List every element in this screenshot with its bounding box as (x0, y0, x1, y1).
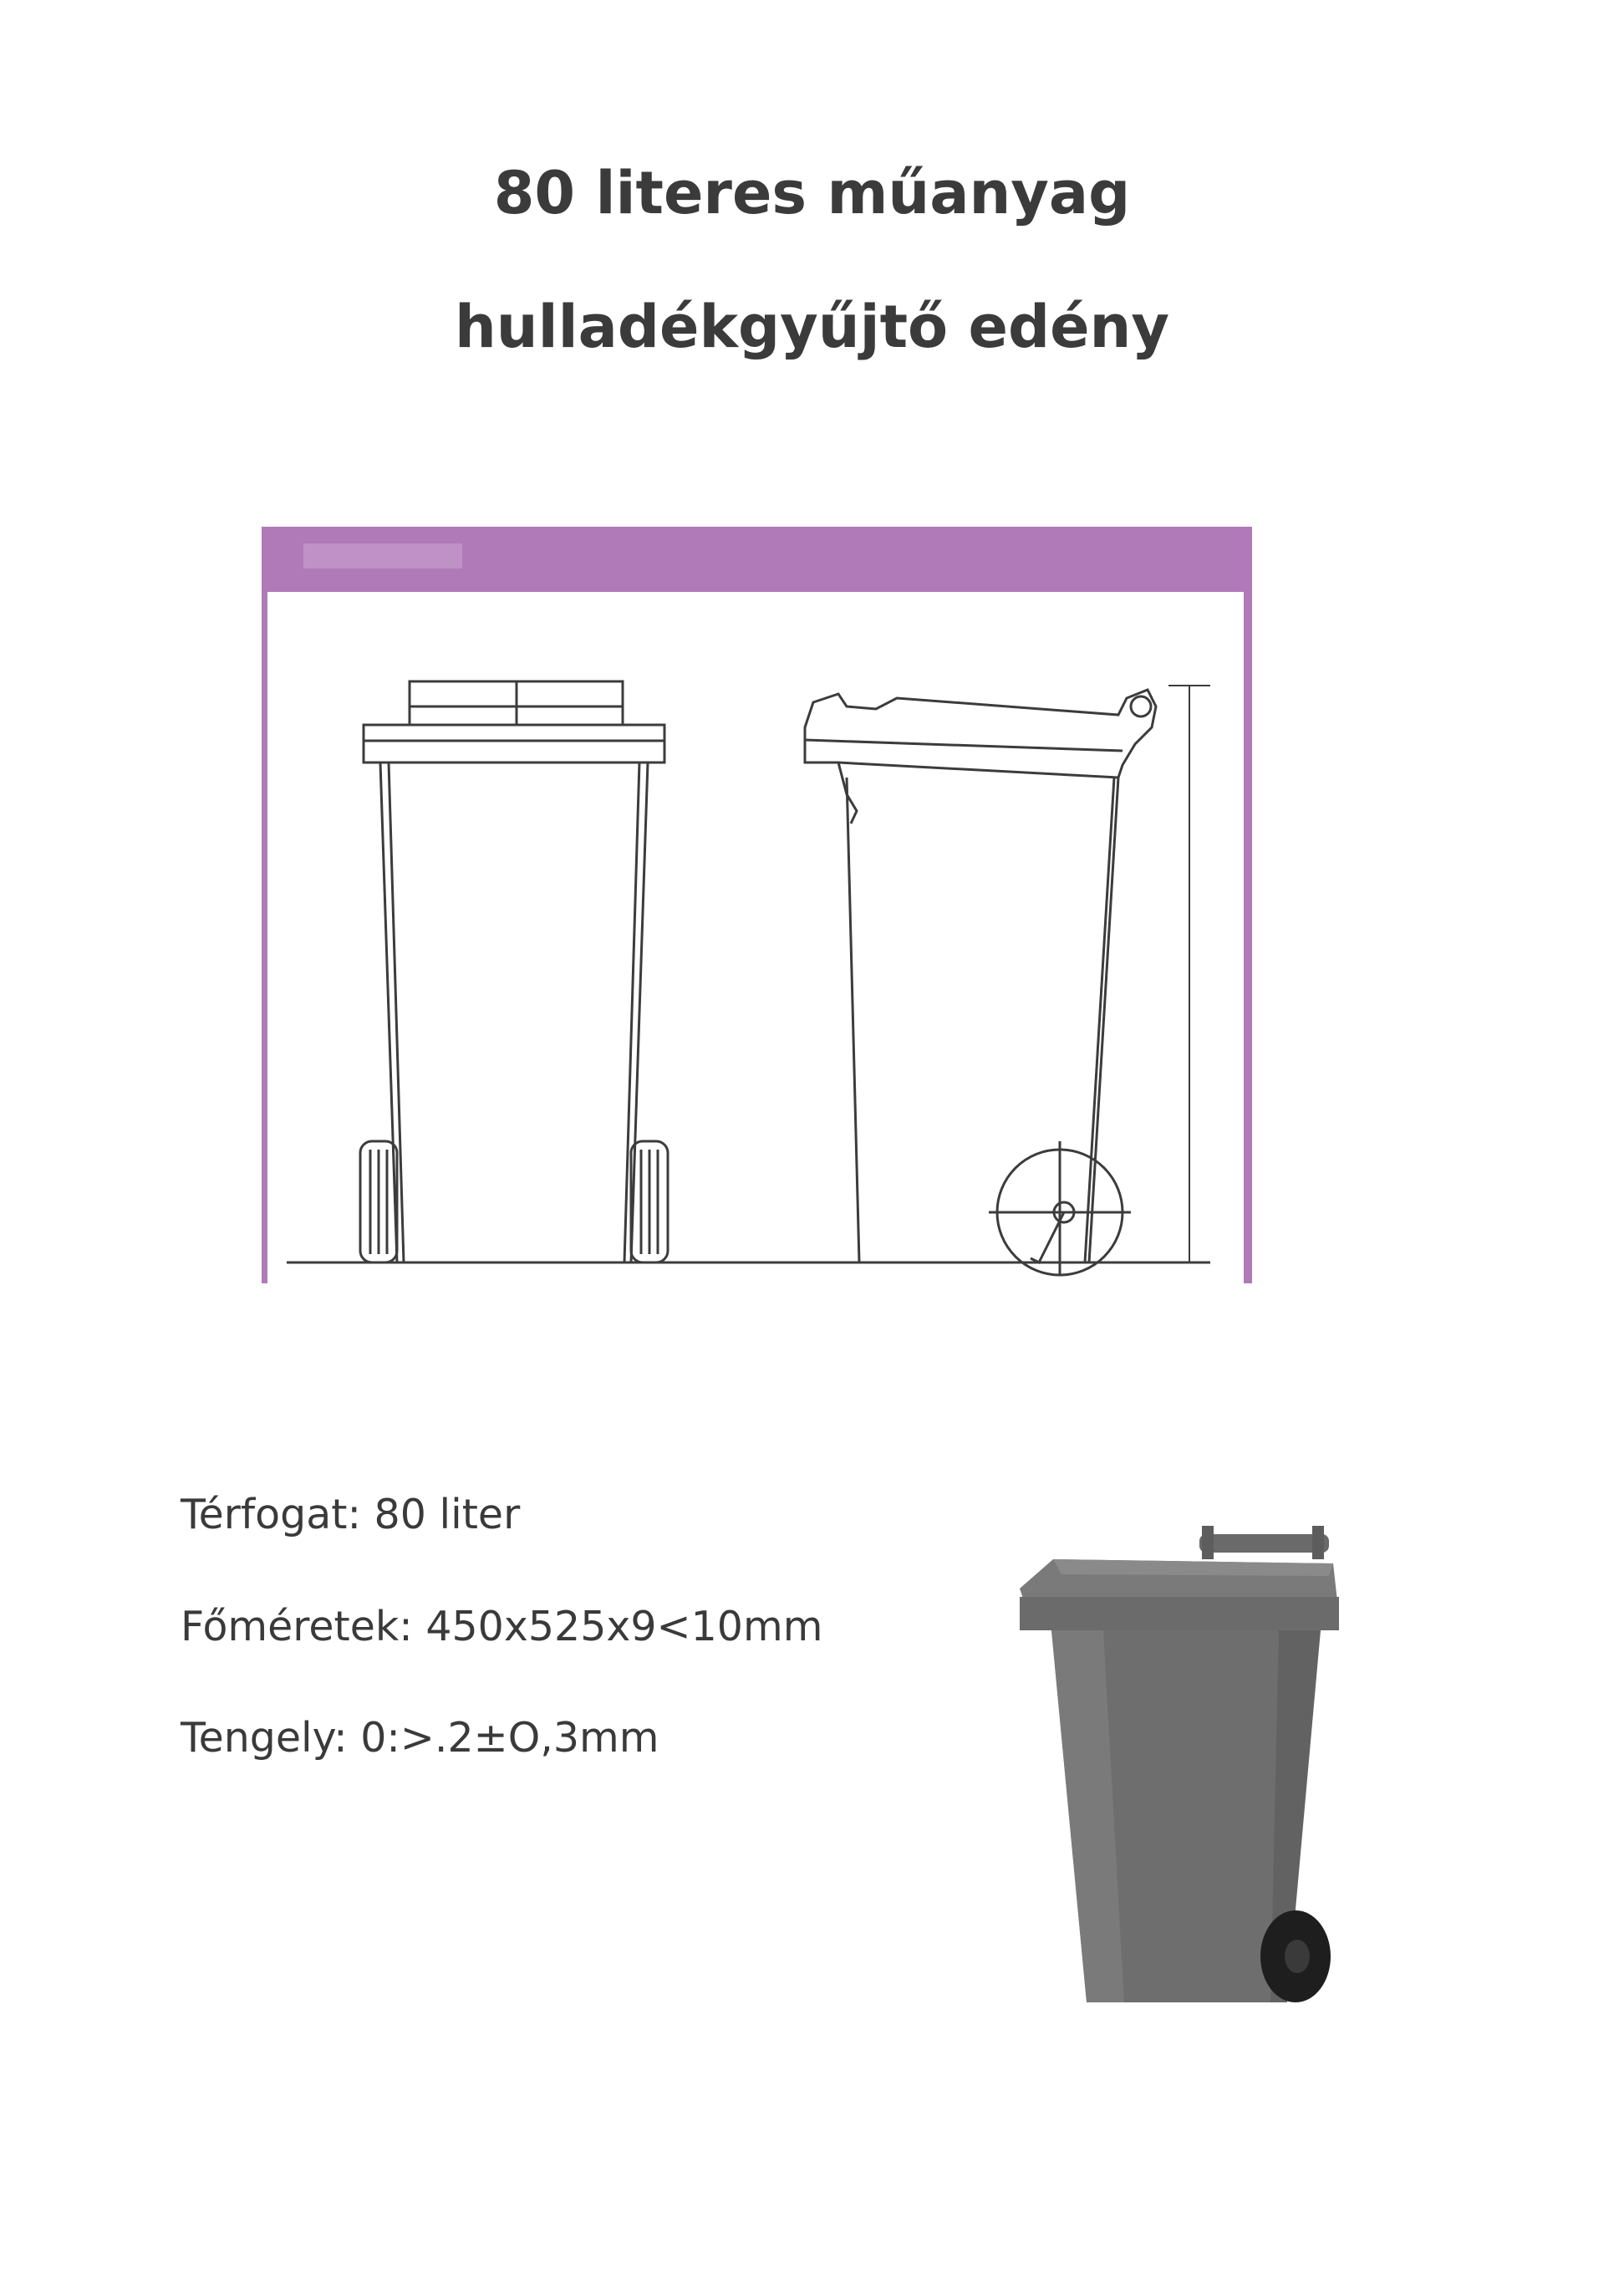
title-line-1: 80 literes műanyag (493, 159, 1131, 227)
spec-axle: Tengely: 0:>.2±O,3mm (181, 1714, 659, 1762)
spec-dimensions: Főméretek: 450x525x9<10mm (181, 1603, 823, 1650)
drawing-right-border (1244, 527, 1252, 1283)
front-view (360, 681, 668, 1262)
wheelie-bin-photo (1003, 1517, 1354, 2019)
drawing-left-border (262, 527, 267, 1283)
title-line-2: hulladékgyűjtő edény (454, 293, 1170, 361)
side-view (805, 686, 1210, 1275)
bin-drawing-svg (262, 527, 1252, 1283)
spec-volume: Térfogat: 80 liter (181, 1491, 521, 1538)
technical-drawing (262, 527, 1252, 1283)
